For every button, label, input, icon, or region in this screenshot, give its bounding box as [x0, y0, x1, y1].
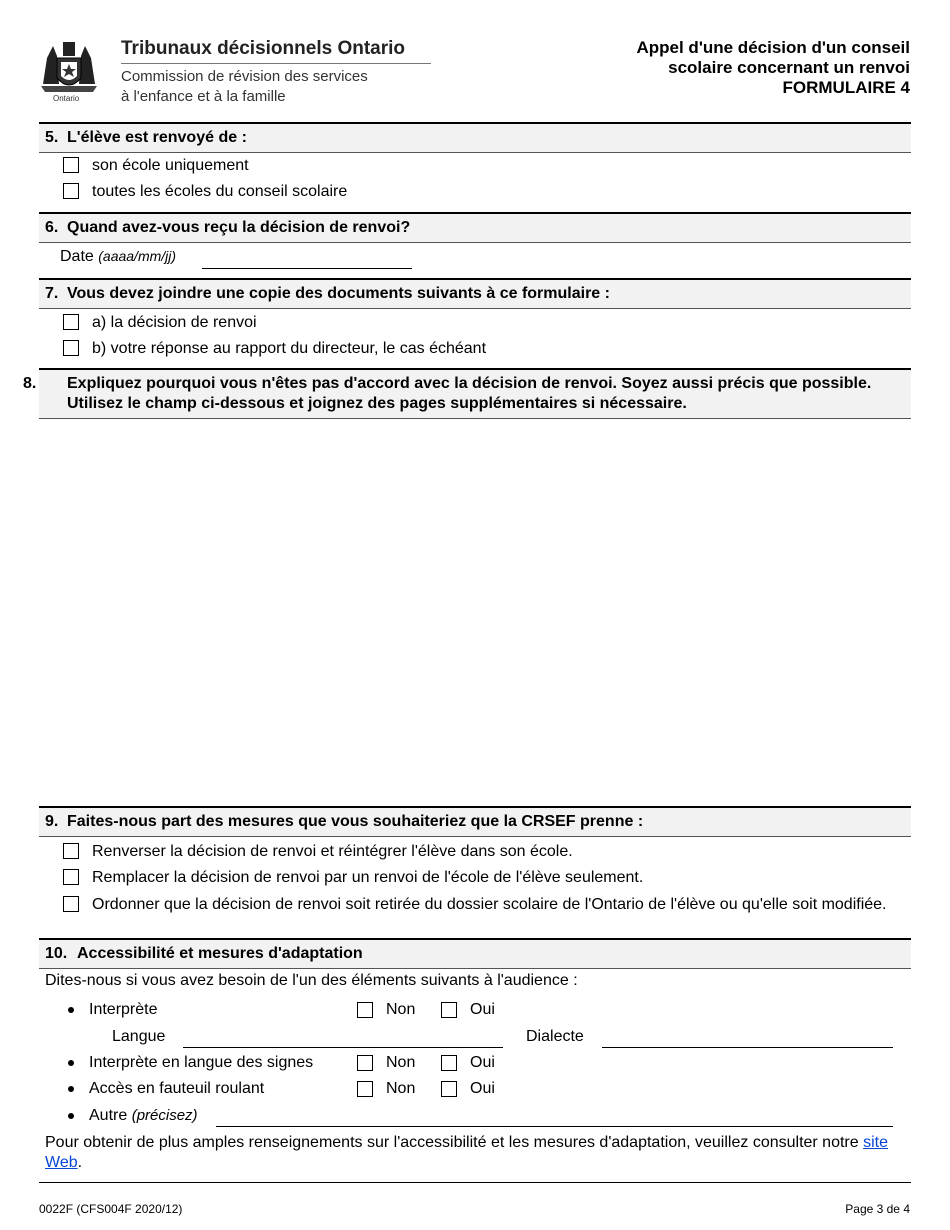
- accessibility-info: [45, 1133, 895, 1173]
- date-label: [60, 246, 176, 267]
- section-title: Quand avez-vous reçu la décision de renvoi?: [67, 219, 411, 236]
- header-divider: [121, 63, 431, 64]
- other-label-text: Autre: [89, 1107, 128, 1124]
- all-schools-label: toutes les écoles du conseil scolaire: [92, 183, 348, 200]
- accessibility-info-text: Pour obtenir de plus amples renseignements sur l'accessibilité et les mesures d'adaptation, veuillez consulter notre: [45, 1134, 859, 1151]
- disagreement-explanation-field[interactable]: [39, 418, 911, 804]
- footer-divider: [39, 1182, 911, 1183]
- other-label: [89, 1106, 198, 1126]
- section-title: Accessibilité et mesures d'adaptation: [77, 945, 363, 962]
- form-title: [636, 38, 910, 98]
- sign-language-yes-checkbox[interactable]: [441, 1055, 457, 1071]
- decision-copy-label: a) la décision de renvoi: [92, 314, 257, 331]
- reverse-decision-checkbox[interactable]: [63, 843, 79, 859]
- dialect-input-line[interactable]: [602, 1047, 893, 1048]
- section-title: Expliquez pourquoi vous n'êtes pas d'accord avec la décision de renvoi. Soyez aussi précis que possible. Utilisez le champ ci-dessous et joignez des pages supplémentaires si nécessaire.: [67, 375, 872, 412]
- sign-language-no-label: Non: [386, 1054, 416, 1071]
- date-input-line[interactable]: [202, 268, 412, 269]
- sign-language-label: Interprète en langue des signes: [89, 1054, 314, 1071]
- interpreter-yes-checkbox[interactable]: [441, 1002, 457, 1018]
- reverse-decision-label: Renverser la décision de renvoi et réintégrer l'élève dans son école.: [92, 843, 573, 860]
- coat-of-arms-icon: [37, 38, 101, 102]
- interpreter-yes-label: Oui: [470, 1001, 495, 1018]
- section-number: 5.: [45, 129, 59, 146]
- form-code: 0022F (CFS004F 2020/12): [39, 1202, 183, 1216]
- wheelchair-label: Accès en fauteuil roulant: [89, 1080, 265, 1097]
- principal-report-response-label: b) votre réponse au rapport du directeur, le cas échéant: [92, 340, 487, 357]
- bullet-icon: [68, 1113, 74, 1119]
- remove-record-label: Ordonner que la décision de renvoi soit retirée du dossier scolaire de l'Ontario de l'élève ou qu'elle soit modifiée.: [92, 896, 887, 913]
- form-number: FORMULAIRE 4: [782, 78, 910, 97]
- page-number: Page 3 de 4: [845, 1202, 910, 1216]
- all-schools-checkbox[interactable]: [63, 183, 79, 199]
- wheelchair-yes-checkbox[interactable]: [441, 1081, 457, 1097]
- language-input-line[interactable]: [183, 1047, 503, 1048]
- section-number: 10.: [45, 945, 68, 962]
- replace-decision-checkbox[interactable]: [63, 869, 79, 885]
- form-title-line-2: scolaire concernant un renvoi: [668, 58, 910, 77]
- principal-report-response-checkbox[interactable]: [63, 340, 79, 356]
- section-number: 6.: [45, 219, 59, 236]
- organization-subtitle-2: à l'enfance et à la famille: [121, 88, 286, 105]
- organization-name: Tribunaux décisionnels Ontario: [121, 38, 405, 59]
- other-hint: (précisez): [131, 1107, 198, 1124]
- bullet-icon: [68, 1060, 74, 1066]
- date-label-text: Date: [60, 248, 94, 265]
- sign-language-yes-label: Oui: [470, 1054, 495, 1071]
- website-link[interactable]: site Web: [45, 1134, 889, 1171]
- section-5-heading: [39, 122, 911, 153]
- section-7-heading: [39, 278, 911, 309]
- ontario-coat-of-arms-logo: [37, 38, 101, 102]
- section-10-heading: [39, 938, 911, 969]
- bullet-icon: [68, 1007, 74, 1013]
- school-only-checkbox[interactable]: [63, 157, 79, 173]
- section-title: Faites-nous part des mesures que vous souhaiteriez que la CRSEF prenne :: [67, 813, 644, 830]
- bullet-icon: [68, 1086, 74, 1092]
- language-label: Langue: [112, 1028, 166, 1045]
- school-only-label: son école uniquement: [92, 157, 249, 174]
- section-6-heading: [39, 212, 911, 243]
- logo-caption: Ontario: [53, 94, 80, 103]
- wheelchair-no-label: Non: [386, 1080, 416, 1097]
- interpreter-no-label: Non: [386, 1001, 416, 1018]
- section-title: Vous devez joindre une copie des documents suivants à ce formulaire :: [67, 285, 610, 302]
- accessibility-intro: Dites-nous si vous avez besoin de l'un des éléments suivants à l'audience :: [45, 972, 578, 989]
- remove-record-checkbox[interactable]: [63, 896, 79, 912]
- section-number: 9.: [45, 813, 59, 830]
- dialect-label: Dialecte: [526, 1028, 584, 1045]
- organization-subtitle-1: Commission de révision des services: [121, 68, 368, 85]
- section-number: 7.: [45, 285, 59, 302]
- form-title-line-1: Appel d'une décision d'un conseil: [636, 38, 910, 57]
- section-title: L'élève est renvoyé de :: [67, 129, 247, 146]
- replace-decision-label: Remplacer la décision de renvoi par un renvoi de l'école de l'élève seulement.: [92, 869, 644, 886]
- info-period: .: [77, 1154, 83, 1171]
- interpreter-label: Interprète: [89, 1001, 158, 1018]
- decision-copy-checkbox[interactable]: [63, 314, 79, 330]
- wheelchair-no-checkbox[interactable]: [357, 1081, 373, 1097]
- interpreter-no-checkbox[interactable]: [357, 1002, 373, 1018]
- section-8-heading: [23, 368, 911, 419]
- section-9-heading: [39, 806, 911, 837]
- sign-language-no-checkbox[interactable]: [357, 1055, 373, 1071]
- other-input-line[interactable]: [216, 1126, 893, 1127]
- section-number: 8.: [23, 375, 37, 392]
- wheelchair-yes-label: Oui: [470, 1080, 495, 1097]
- date-format-hint: (aaaa/mm/jj): [98, 248, 177, 264]
